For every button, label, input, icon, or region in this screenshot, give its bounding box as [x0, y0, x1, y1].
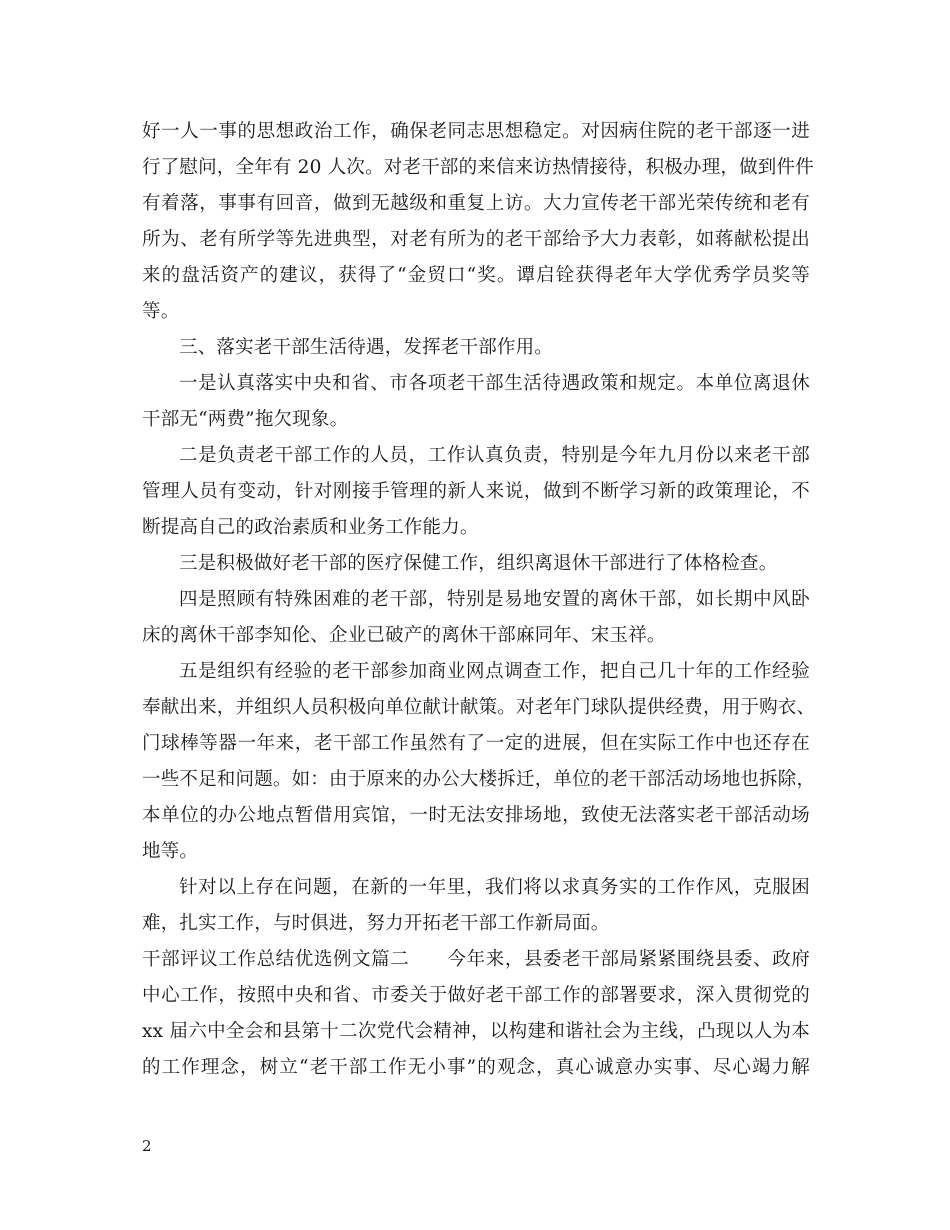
text-line: 行了慰问，全年有 20 人次。对老干部的来信来访热情接待，积极办理，做到件件 — [142, 157, 814, 178]
text-line: 门球棒等器一年来，老干部工作虽然有了一定的进展，但在实际工作中也还存在 — [142, 733, 810, 754]
text-line: 五是组织有经验的老干部参加商业网点调查工作，把自己几十年的工作经验 — [179, 661, 810, 682]
text-line: 二是负责老干部工作的人员，工作认真负责，特别是今年九月份以来老干部 — [179, 445, 810, 466]
section-heading: 三、落实老干部生活待遇，发挥老干部作用。 — [179, 337, 554, 358]
text-line: 一些不足和问题。如：由于原来的办公大楼拆迁，单位的老干部活动场地也拆除， — [142, 769, 816, 790]
text-line: 所为、老有所学等先进典型，对老有所为的老干部给予大力表彰，如蒋献松提出 — [142, 229, 810, 250]
text-line: 管理人员有变动，针对刚接手管理的新人来说，做到不断学习新的政策理论，不 — [142, 481, 810, 502]
text-line: 断提高自己的政治素质和业务工作能力。 — [142, 517, 479, 538]
text-line: 床的离休干部李知伦、企业已破产的离休干部麻同年、宋玉祥。 — [142, 625, 666, 646]
text-line: 奉献出来，并组织人员积极向单位献计献策。对老年门球队提供经费，用于购衣、 — [142, 697, 816, 718]
text-line: xx 届六中全会和县第十二次党代会精神，以构建和谐社会为主线，凸现以人为本 — [142, 1021, 810, 1042]
text-line: 一是认真落实中央和省、市各项老干部生活待遇政策和规定。本单位离退休 — [179, 373, 810, 394]
text-line: 针对以上存在问题，在新的一年里，我们将以求真务实的工作作风，克服困 — [179, 877, 810, 898]
document-body — [142, 114, 816, 1086]
article-heading-line: 干部评议工作总结优选例文篇二 今年来，县委老干部局紧紧围绕县委、政府 — [142, 949, 810, 970]
text-line: 地等。 — [142, 841, 199, 862]
text-line: 中心工作，按照中央和省、市委关于做好老干部工作的部署要求，深入贯彻党的 — [142, 985, 810, 1006]
text-line: 难，扎实工作，与时俱进，努力开拓老干部工作新局面。 — [142, 913, 610, 934]
text-line: 本单位的办公地点暂借用宾馆，一时无法安排场地，致使无法落实老干部活动场 — [142, 805, 810, 826]
text-line: 等。 — [142, 301, 180, 322]
text-line: 有着落，事事有回音，做到无越级和重复上访。大力宣传老干部光荣传统和老有 — [142, 193, 810, 214]
page-number: 2 — [142, 1137, 152, 1155]
text-line: 干部无“两费”拖欠现象。 — [142, 409, 349, 430]
text-line: 的工作理念，树立“老干部工作无小事”的观念，真心诚意办实事、尽心竭力解 — [142, 1057, 810, 1078]
text-line: 四是照顾有特殊困难的老干部，特别是易地安置的离休干部，如长期中风卧 — [179, 589, 810, 610]
text-line: 三是积极做好老干部的医疗保健工作，组织离退休干部进行了体格检查。 — [179, 553, 778, 574]
text-line: 来的盘活资产的建议，获得了“金贸口“奖。谭启铨获得老年大学优秀学员奖等 — [142, 265, 810, 286]
text-line: 好一人一事的思想政治工作，确保老同志思想稳定。对因病住院的老干部逐一进 — [142, 121, 810, 142]
